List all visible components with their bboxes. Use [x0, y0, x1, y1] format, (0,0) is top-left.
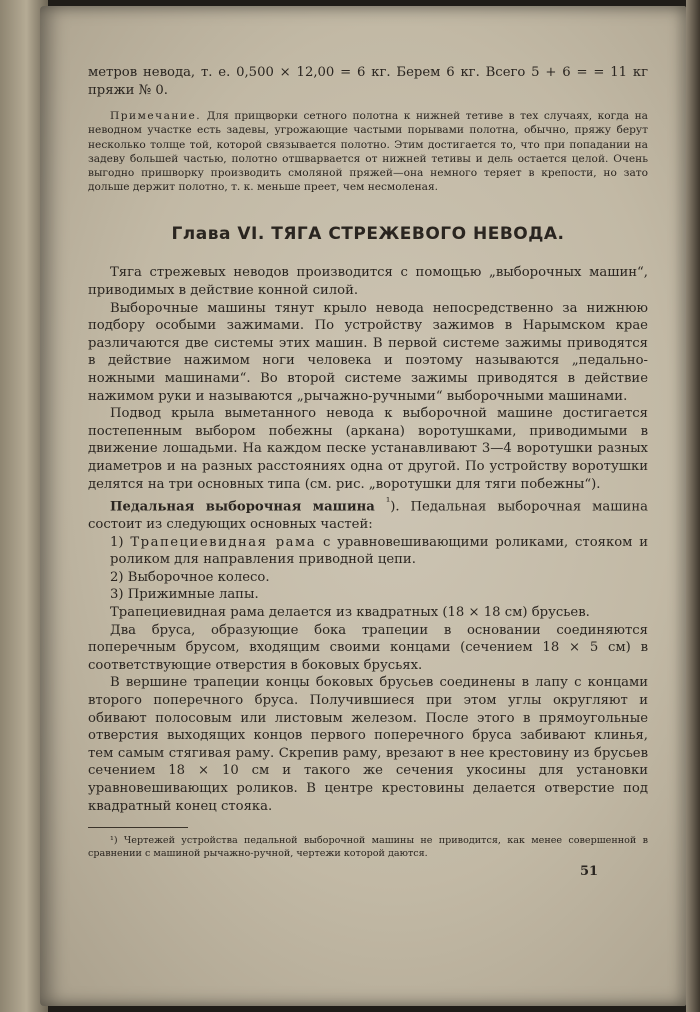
book-page [40, 6, 686, 1006]
paragraph-5: Два бруса, образующие бока трапеции в основании соединяются поперечным брусом, входящим своими концами (сечением 18 × 5 см) в соответствующие отверстия в боковых брусьях. [88, 622, 648, 673]
pedal-section-lead: Педальная выборочная машина [110, 499, 375, 515]
paragraph-4: Трапециевидная рама делается из квадратных (18 × 18 см) брусьев. [110, 605, 590, 621]
paragraph-3: Подвод крыла выметанного невода к выборочной машине достигается постепенным выбором побежны (аркана) воротушками, приводимыми в движение лошадьми. На каждом песке устанавливают 3—4 воротушки разных диаметров и на разных расстояниях одна от другой. По устройству воротушки делятся на три основных типа (см. рис. „воротушки для тяги побежны“). [88, 406, 648, 492]
top-paragraph: метров невода, т. е. 0,500 × 12,00 = 6 кг. Берем 6 кг. Всего 5 + 6 = = 11 кг пряжи № 0. [88, 65, 648, 98]
list-item-2: 2) Выборочное колесо. [110, 569, 270, 585]
footnote-mark: ¹ [385, 495, 391, 509]
list-item-1: 1) Трапециевидная рама с уравновешивающими роликами, стояком и роликом для направления приводной цепи. [110, 534, 648, 568]
list-item-3: 3) Прижимные лапы. [110, 587, 259, 603]
footnote: ¹) Чертежей устройства педальной выборочной машины не приводится, как менее совершенной в сравнении с машиной рычажно-ручной, чертежи которой даются. [88, 835, 648, 860]
chapter-title: Глава VI. ТЯГА СТРЕЖЕВОГО НЕВОДА. [171, 224, 565, 245]
paragraph-2: Выборочные машины тянут крыло невода непосредственно за нижнюю подбору особыми зажимами. По устройству зажимов в Нарымском крае различаются две системы этих машин. В первой системе зажимы приводятся в действие нажимом ноги человека и поэтому называются „педально-ножными машинами“. Во второй системе зажимы приводятся в действие нажимом руки и называются „рычажно-ручными“ выборочными машинами. [88, 300, 648, 404]
note-text: Для прищворки сетного полотна к нижней тетиве в тех случаях, когда на неводном участке есть задевы, угрожающие частыми порывами полотна, обычно, пряжу берут несколько толще той, которой связывается полотно. Этим достигается то, что при попадании на задеву большей частью, полотно отшварвается от нижней тетивы и дель остается целой. Очень выгодно пришворку производить смоляной пряжей—она немного теряет в крепости, но зато дольше держит полотно, т. к. меньше преет, чем несмоленая. [88, 110, 648, 194]
page-content [88, 64, 648, 860]
paragraph-6: В вершине трапеции концы боковых брусьев соединены в лапу с концами второго поперечного бруса. Получившиеся при этом углы округляют и обивают полосовым или листовым железом. После этого в прямоугольные отверстия выходящих концов первого поперечного бруса забивают клинья, тем самым стягивая раму. Скрепив раму, врезают в нее крестовину из брусьев сечением 18 × 10 см и такого же сечения укосины для установки уравновешивающих роликов. В центре крестовины делается отверстие под квадратный конец стояка. [88, 675, 648, 814]
footnote-divider [88, 827, 188, 828]
paragraph-1: Тяга стрежевых неводов производится с помощью „выборочных машин“, приводимых в действие конной силой. [88, 265, 648, 298]
pedal-section-rest: ). Педальная выборочная машина состоит из следующих основных частей: [88, 499, 648, 533]
pedal-section-paragraph [88, 493, 648, 534]
page-number: 51 [580, 864, 599, 879]
right-book-edge [686, 0, 700, 1012]
note-paragraph [88, 109, 648, 194]
note-label: Примечание. [110, 110, 202, 123]
